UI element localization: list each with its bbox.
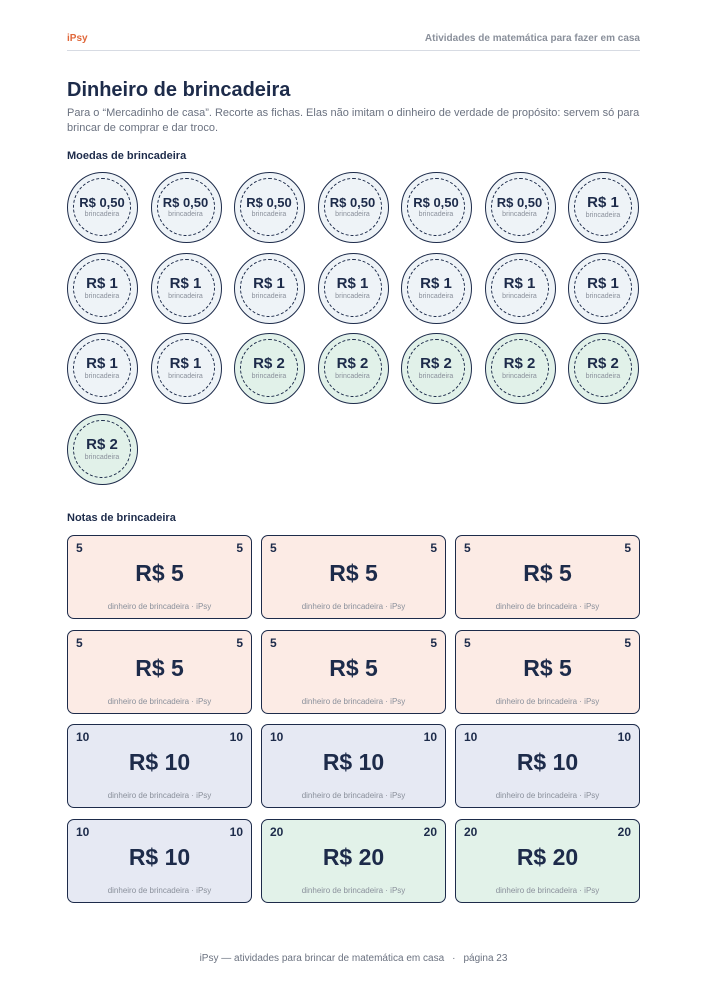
coin-value: R$ 1 bbox=[503, 274, 536, 292]
play-banknote bbox=[455, 724, 640, 808]
note-value: R$ 5 bbox=[523, 654, 572, 681]
notes-section-title: Notas de brincadeira bbox=[67, 512, 176, 524]
note-corner-right: 5 bbox=[236, 635, 243, 650]
play-coin bbox=[67, 253, 138, 324]
coin-dashed-ring bbox=[73, 339, 131, 397]
note-label: dinheiro de brincadeira · iPsy bbox=[301, 885, 406, 895]
play-coin bbox=[318, 253, 389, 324]
coin-dashed-ring bbox=[324, 259, 382, 317]
coin-value: R$ 1 bbox=[169, 274, 202, 292]
play-coin bbox=[568, 333, 639, 404]
coin-dashed-ring bbox=[574, 178, 632, 236]
note-value: R$ 5 bbox=[135, 560, 184, 586]
note-corner-right: 5 bbox=[430, 635, 437, 650]
play-coin bbox=[318, 333, 389, 404]
play-coin bbox=[67, 333, 138, 404]
coin-value: R$ 2 bbox=[420, 355, 452, 372]
note-value: R$ 5 bbox=[523, 560, 572, 586]
note-label: dinheiro de brincadeira · iPsy bbox=[107, 885, 212, 895]
coin-label: brincadeira bbox=[335, 373, 370, 380]
coin-label: brincadeira bbox=[585, 212, 621, 219]
note-label: dinheiro de brincadeira · iPsy bbox=[301, 602, 406, 611]
coin-label: brincadeira bbox=[418, 292, 454, 300]
coin-value: R$ 1 bbox=[336, 274, 369, 292]
note-corner-right: 10 bbox=[229, 730, 243, 744]
coin-dashed-ring bbox=[240, 259, 298, 317]
play-banknote bbox=[67, 630, 252, 714]
coin-value: R$ 1 bbox=[253, 274, 285, 292]
intro-text: Para o “Mercadinho de casa”. Recorte as fichas. Elas não imitam o dinheiro de verdade de propósito: servem só para brincar de comprar e dar troco. bbox=[67, 107, 640, 134]
note-value: R$ 10 bbox=[128, 843, 191, 870]
page-footer bbox=[0, 953, 707, 964]
note-value: R$ 5 bbox=[329, 560, 378, 586]
play-coin bbox=[318, 172, 389, 243]
coin-value: R$ 2 bbox=[86, 435, 118, 453]
coin-dashed-ring bbox=[240, 178, 298, 236]
coin-dashed-ring bbox=[324, 178, 382, 236]
coin-label: brincadeira bbox=[585, 292, 621, 300]
note-corner-left: 20 bbox=[270, 824, 284, 839]
coin-dashed-ring bbox=[491, 178, 549, 236]
coin-label: brincadeira bbox=[84, 453, 120, 461]
page-title: Dinheiro de brincadeira bbox=[67, 79, 291, 101]
coin-label: brincadeira bbox=[168, 373, 203, 380]
note-label: dinheiro de brincadeira · iPsy bbox=[495, 602, 600, 611]
coin-label: brincadeira bbox=[168, 211, 203, 218]
footer-text: iPsy — atividades para brincar de matemática em casa bbox=[199, 953, 445, 964]
play-banknote bbox=[261, 819, 446, 903]
coin-value: R$ 1 bbox=[587, 274, 619, 292]
coin-label: brincadeira bbox=[335, 292, 370, 300]
coin-value: R$ 0,50 bbox=[246, 195, 292, 210]
coin-value: R$ 2 bbox=[336, 355, 369, 372]
play-coin bbox=[485, 253, 556, 324]
play-coin bbox=[234, 333, 305, 404]
play-banknote bbox=[261, 724, 446, 808]
coin-value: R$ 1 bbox=[587, 194, 619, 211]
play-coin bbox=[151, 333, 222, 404]
coin-label: brincadeira bbox=[502, 292, 537, 300]
play-coin bbox=[151, 253, 222, 324]
note-label: dinheiro de brincadeira · iPsy bbox=[495, 696, 600, 706]
note-value: R$ 10 bbox=[516, 749, 579, 775]
play-coin bbox=[568, 172, 639, 243]
note-value: R$ 5 bbox=[329, 654, 378, 681]
coin-label: brincadeira bbox=[168, 292, 203, 300]
coin-label: brincadeira bbox=[251, 211, 287, 218]
note-corner-left: 10 bbox=[76, 730, 90, 744]
coin-value: R$ 2 bbox=[587, 355, 619, 372]
play-coin bbox=[401, 333, 472, 404]
play-banknote bbox=[67, 819, 252, 903]
coin-dashed-ring bbox=[491, 339, 549, 397]
play-banknote bbox=[455, 535, 640, 619]
note-corner-right: 5 bbox=[430, 541, 437, 555]
header-title: Atividades de matemática para fazer em casa bbox=[424, 33, 640, 44]
play-coin bbox=[151, 172, 222, 243]
note-value: R$ 10 bbox=[322, 749, 385, 775]
coin-value: R$ 1 bbox=[86, 274, 118, 292]
play-banknote bbox=[261, 630, 446, 714]
coin-label: brincadeira bbox=[251, 373, 287, 380]
coin-dashed-ring bbox=[157, 339, 215, 397]
play-banknote bbox=[67, 724, 252, 808]
coin-value: R$ 1 bbox=[420, 274, 452, 292]
note-corner-right: 20 bbox=[617, 824, 631, 839]
note-corner-left: 20 bbox=[464, 824, 478, 839]
coin-label: brincadeira bbox=[84, 292, 120, 300]
note-corner-left: 5 bbox=[76, 635, 83, 650]
coin-dashed-ring bbox=[240, 339, 298, 397]
note-value: R$ 20 bbox=[516, 843, 579, 870]
coin-label: brincadeira bbox=[418, 373, 454, 380]
play-banknote bbox=[261, 535, 446, 619]
note-value: R$ 10 bbox=[128, 749, 191, 775]
note-corner-left: 10 bbox=[76, 824, 90, 839]
coin-label: brincadeira bbox=[84, 211, 120, 218]
play-coin bbox=[234, 253, 305, 324]
play-banknote bbox=[455, 630, 640, 714]
note-label: dinheiro de brincadeira · iPsy bbox=[107, 602, 212, 611]
coin-dashed-ring bbox=[324, 339, 382, 397]
play-coin bbox=[568, 253, 639, 324]
coin-value: R$ 0,50 bbox=[79, 195, 125, 210]
coin-dashed-ring bbox=[73, 178, 131, 236]
coin-dashed-ring bbox=[407, 178, 465, 236]
coin-value: R$ 0,50 bbox=[496, 195, 543, 210]
note-corner-right: 10 bbox=[617, 730, 631, 744]
note-corner-left: 5 bbox=[464, 541, 471, 555]
note-label: dinheiro de brincadeira · iPsy bbox=[107, 791, 212, 800]
coin-value: R$ 1 bbox=[169, 355, 202, 372]
play-banknote bbox=[67, 535, 252, 619]
coin-dashed-ring bbox=[574, 339, 632, 397]
coin-value: R$ 0,50 bbox=[162, 195, 209, 210]
coin-label: brincadeira bbox=[502, 211, 537, 218]
coin-dashed-ring bbox=[157, 178, 215, 236]
coin-dashed-ring bbox=[73, 420, 131, 478]
coin-value: R$ 2 bbox=[253, 355, 285, 372]
coin-value: R$ 0,50 bbox=[329, 195, 376, 210]
play-coin bbox=[67, 172, 138, 243]
play-coin bbox=[485, 333, 556, 404]
note-corner-right: 5 bbox=[236, 541, 243, 555]
footer-separator: · bbox=[452, 953, 456, 964]
note-corner-left: 10 bbox=[270, 730, 284, 744]
note-label: dinheiro de brincadeira · iPsy bbox=[495, 791, 600, 800]
note-value: R$ 20 bbox=[322, 843, 385, 870]
note-corner-right: 5 bbox=[624, 541, 631, 555]
play-banknote bbox=[455, 819, 640, 903]
note-label: dinheiro de brincadeira · iPsy bbox=[301, 791, 406, 800]
note-corner-left: 5 bbox=[270, 635, 277, 650]
note-corner-left: 5 bbox=[76, 541, 83, 555]
coin-dashed-ring bbox=[73, 259, 131, 317]
coin-dashed-ring bbox=[407, 259, 465, 317]
page-header bbox=[67, 31, 640, 51]
footer-page-number: página 23 bbox=[463, 953, 508, 964]
play-coin bbox=[234, 172, 305, 243]
play-coin bbox=[401, 253, 472, 324]
coin-dashed-ring bbox=[157, 259, 215, 317]
note-corner-left: 10 bbox=[464, 730, 478, 744]
note-label: dinheiro de brincadeira · iPsy bbox=[495, 885, 600, 895]
note-corner-right: 10 bbox=[423, 730, 437, 744]
note-corner-left: 5 bbox=[464, 635, 471, 650]
coin-value: R$ 1 bbox=[86, 355, 118, 372]
note-corner-right: 10 bbox=[229, 824, 243, 839]
coin-value: R$ 0,50 bbox=[413, 195, 459, 210]
coin-dashed-ring bbox=[407, 339, 465, 397]
play-coin bbox=[401, 172, 472, 243]
note-corner-left: 5 bbox=[270, 541, 277, 555]
play-coin bbox=[67, 414, 138, 485]
coin-dashed-ring bbox=[574, 259, 632, 317]
play-coin bbox=[485, 172, 556, 243]
brand-logo: iPsy bbox=[67, 33, 88, 44]
coin-label: brincadeira bbox=[585, 373, 621, 380]
coin-label: brincadeira bbox=[335, 211, 370, 218]
note-value: R$ 5 bbox=[135, 654, 184, 681]
coin-label: brincadeira bbox=[84, 373, 120, 380]
coin-value: R$ 2 bbox=[503, 355, 536, 372]
note-label: dinheiro de brincadeira · iPsy bbox=[107, 696, 212, 706]
coin-label: brincadeira bbox=[418, 211, 454, 218]
coin-label: brincadeira bbox=[251, 292, 287, 300]
note-corner-right: 5 bbox=[624, 635, 631, 650]
note-label: dinheiro de brincadeira · iPsy bbox=[301, 696, 406, 706]
coin-label: brincadeira bbox=[502, 373, 537, 380]
coins-section-title: Moedas de brincadeira bbox=[67, 150, 187, 162]
coin-dashed-ring bbox=[491, 259, 549, 317]
note-corner-right: 20 bbox=[423, 824, 437, 839]
